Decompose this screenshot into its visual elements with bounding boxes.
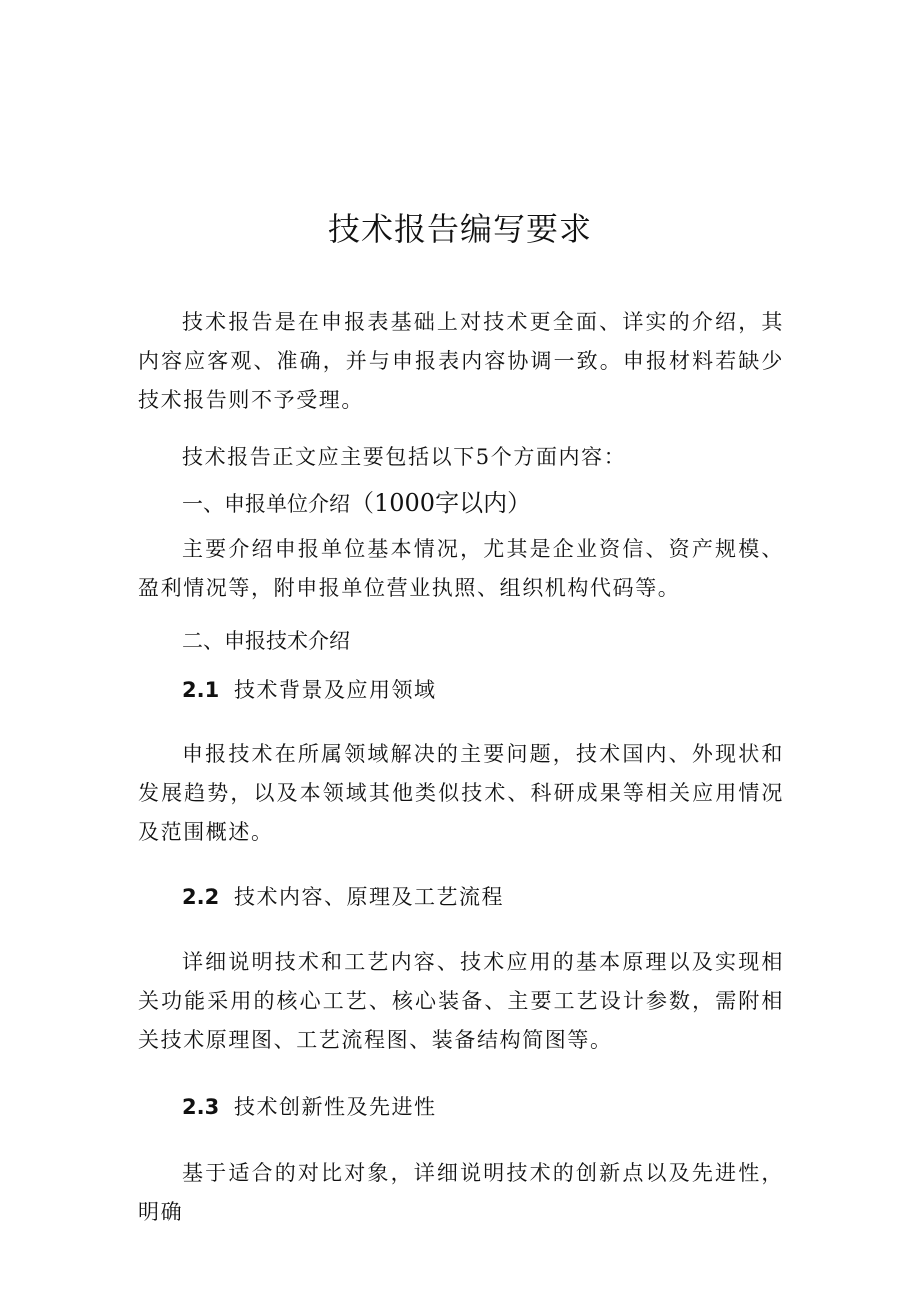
document-title: 技术报告编写要求	[327, 210, 592, 248]
subsection-2-1-number: 2.1	[182, 678, 220, 702]
intro-paragraph: 技术报告是在申报表基础上对技术更全面、详实的介绍，其内容应客观、准确，并与申报表内容协调一致。申报材料若缺少技术报告则不予受理。	[138, 310, 784, 412]
subsection-2-1-title: 技术背景及应用领域	[234, 678, 437, 702]
section-1-heading-note: （1000字以内）	[350, 489, 532, 517]
section-1-heading-text: 一、申报单位介绍	[182, 492, 350, 516]
subsection-2-2-body: 详细说明技术和工艺内容、技术应用的基本原理以及实现相关功能采用的核心工艺、核心装备、主要工艺设计参数，需附相关技术原理图、工艺流程图、装备结构简图等。	[138, 950, 784, 1052]
subsection-2-3-heading	[182, 1090, 437, 1124]
subsection-2-2-heading	[182, 880, 504, 914]
section-2-heading: 二、申报技术介绍	[182, 629, 350, 653]
subsection-2-1-heading	[182, 673, 437, 707]
subsection-2-3-title: 技术创新性及先进性	[234, 1095, 437, 1119]
subsection-2-2-number: 2.2	[182, 885, 220, 909]
section-1-heading	[182, 486, 531, 521]
section-1-body: 主要介绍申报单位基本情况，尤其是企业资信、资产规模、盈利情况等，附申报单位营业执照、组织机构代码等。	[138, 537, 784, 600]
subsection-2-3-body: 基于适合的对比对象，详细说明技术的创新点以及先进性，明确	[138, 1161, 784, 1224]
subsection-2-3-number: 2.3	[182, 1095, 220, 1119]
subsection-2-1-body: 申报技术在所属领域解决的主要问题，技术国内、外现状和发展趋势，以及本领域其他类似技术、科研成果等相关应用情况及范围概述。	[138, 742, 784, 844]
intro-contents-paragraph: 技术报告正文应主要包括以下5个方面内容：	[182, 445, 627, 469]
subsection-2-2-title: 技术内容、原理及工艺流程	[234, 885, 504, 909]
